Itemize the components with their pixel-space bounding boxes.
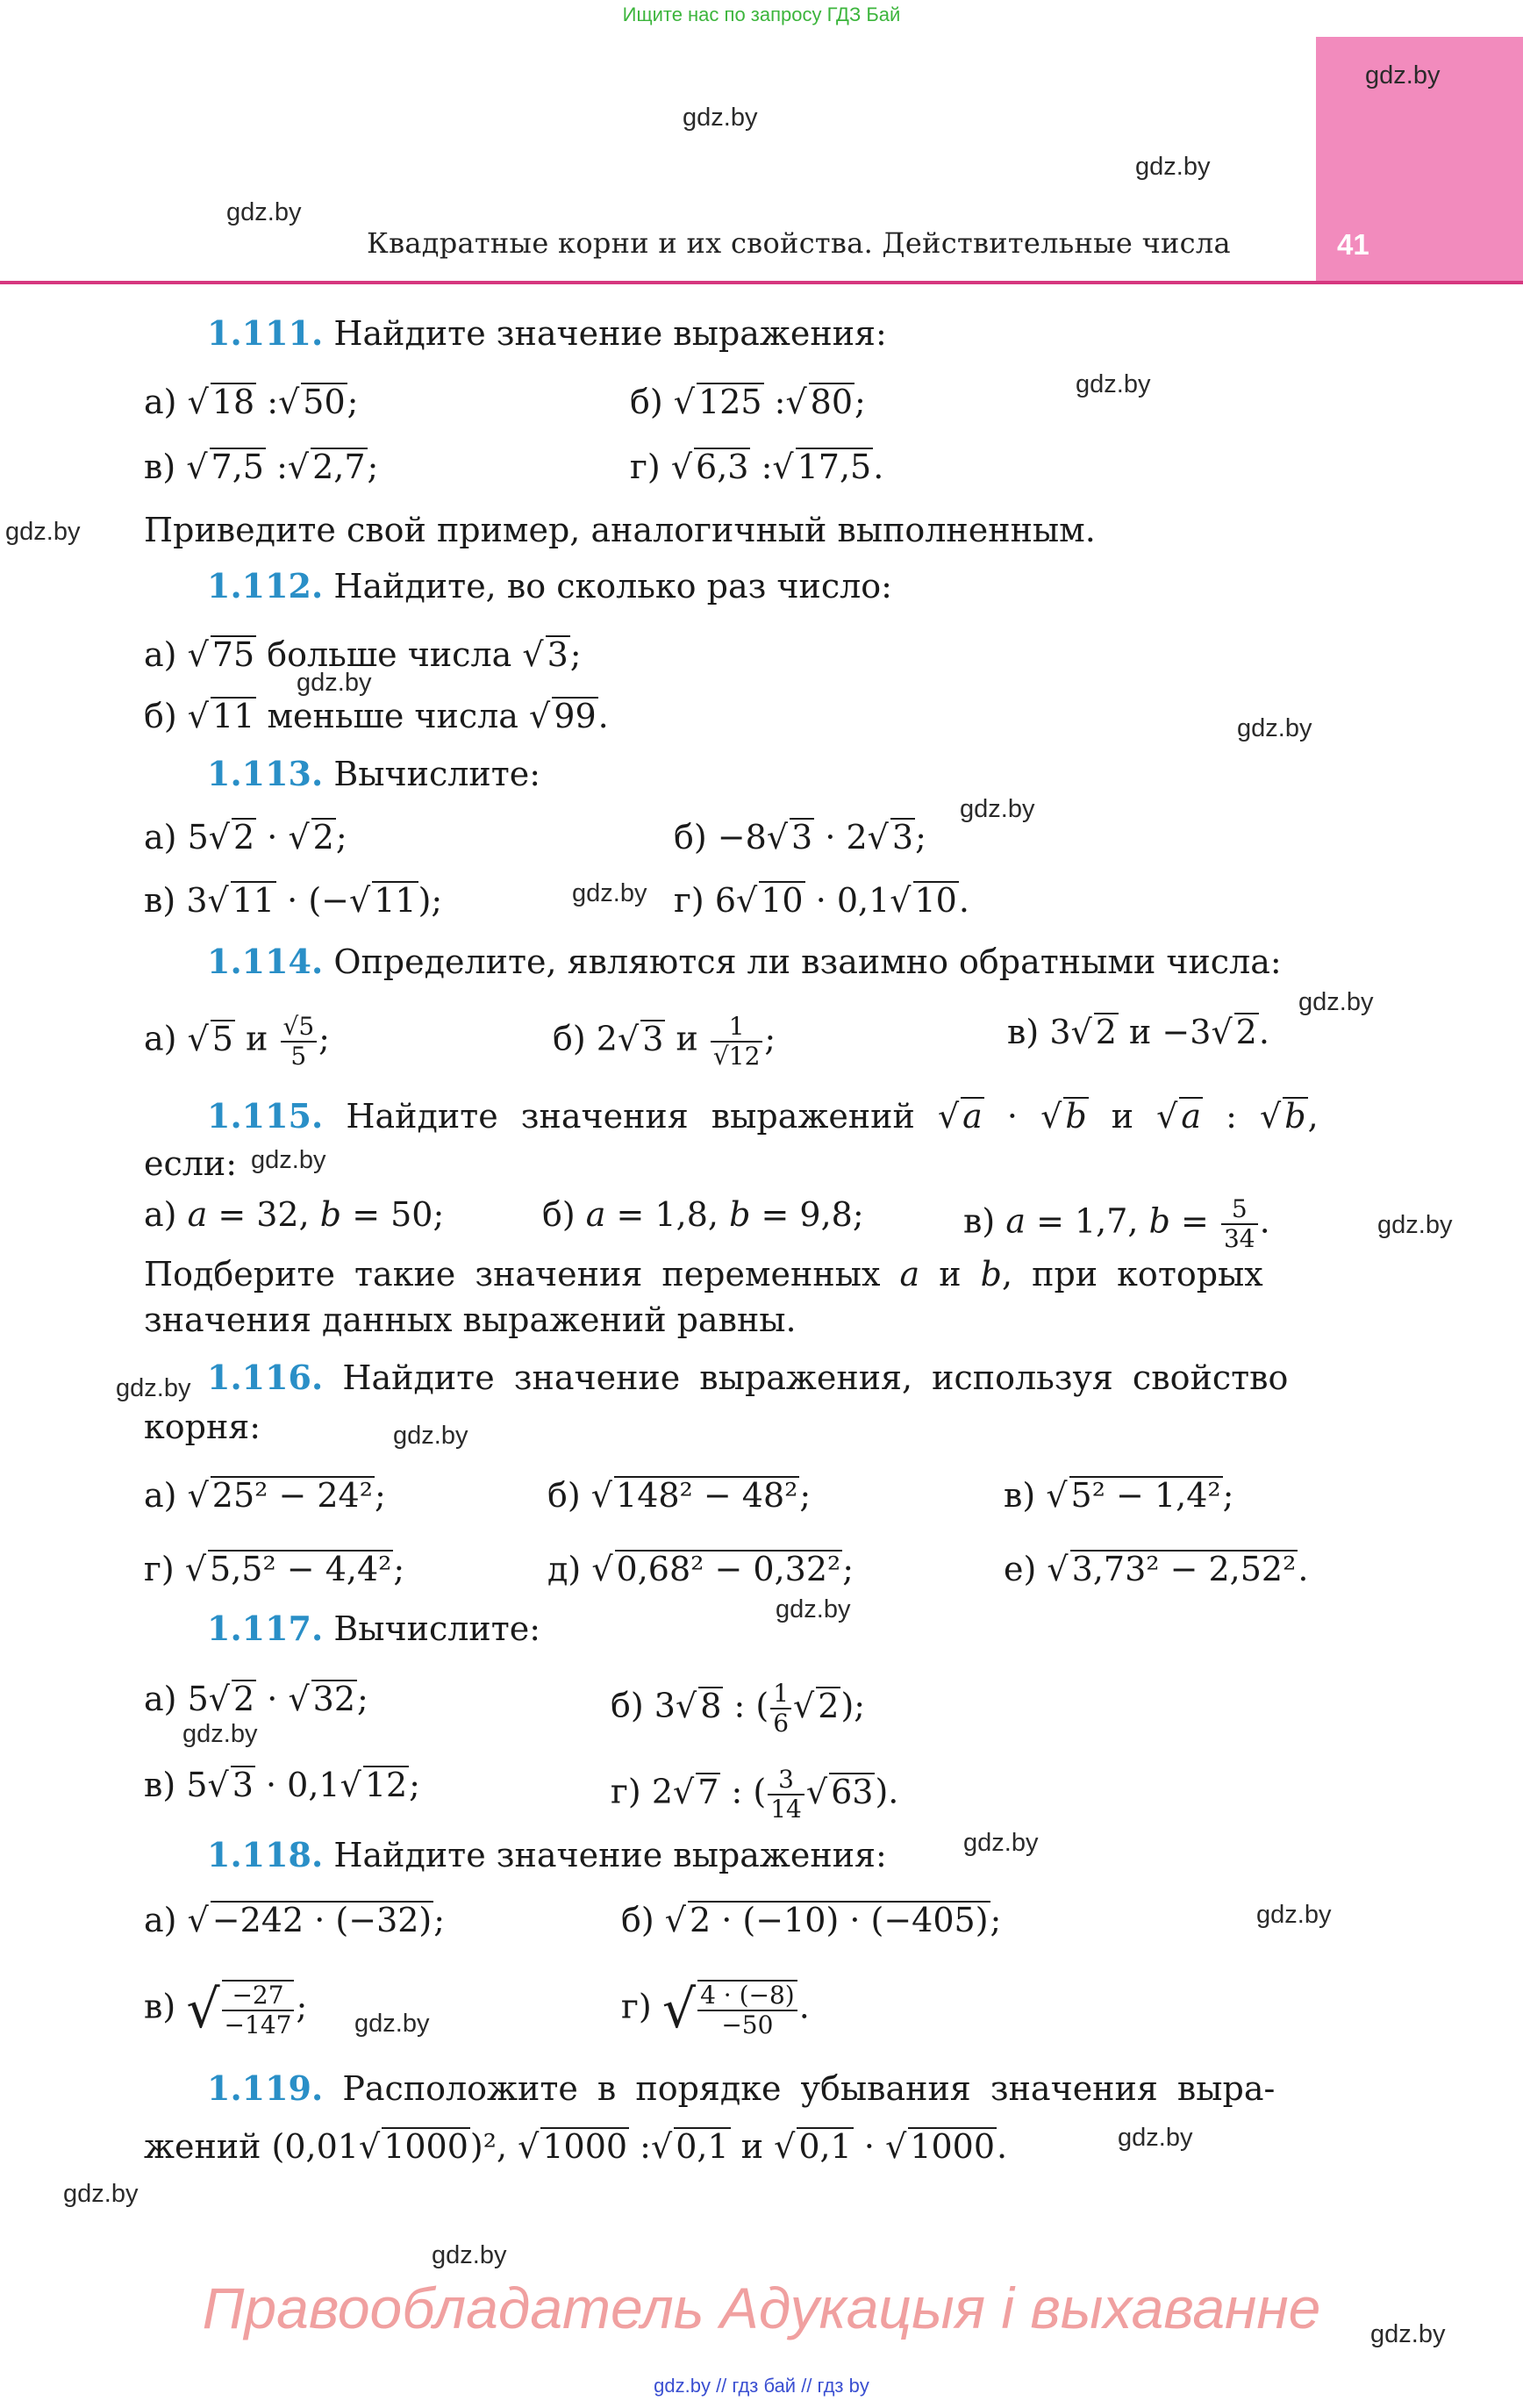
punct: ; xyxy=(990,1901,1002,1939)
sqrt: √ 3 xyxy=(867,818,914,856)
sqrt: √ 2 xyxy=(208,1680,255,1718)
item-label: б) xyxy=(611,1686,644,1725)
coefficient: 2 xyxy=(651,1772,674,1811)
header-rule xyxy=(0,281,1523,284)
sqrt: √ a xyxy=(937,1097,983,1136)
item-label: а) xyxy=(144,1680,177,1718)
watermark: gdz.by xyxy=(960,795,1035,823)
item-label: г) xyxy=(611,1772,641,1811)
watermark: gdz.by xyxy=(354,2010,430,2038)
note-text: , при которых xyxy=(1001,1255,1263,1294)
sqrt: √ 1000 xyxy=(518,2127,628,2166)
page-number: 41 xyxy=(1337,228,1369,261)
variable: b xyxy=(980,1255,1002,1294)
watermark: gdz.by xyxy=(251,1146,326,1174)
watermark: gdz.by xyxy=(1365,61,1441,90)
problem-text: Найдите, во сколько раз число: xyxy=(333,567,892,606)
sqrt: √ 3 xyxy=(522,635,568,674)
problem-1-115-note2: значения данных выражений равны. xyxy=(144,1301,797,1339)
item-label: б) xyxy=(542,1195,576,1234)
item-text: больше числа xyxy=(267,635,512,674)
problem-1-113-heading xyxy=(207,755,540,793)
fraction: $\frac{5}{34}$ xyxy=(1221,1195,1258,1253)
sqrt: √ −242 · (−32) xyxy=(187,1901,433,1939)
coefficient: 5 xyxy=(187,1680,209,1718)
sqrt: √ a xyxy=(1156,1097,1202,1136)
watermark: gdz.by xyxy=(182,1720,258,1748)
problem-1-116-b xyxy=(547,1476,811,1515)
value: = 50; xyxy=(352,1195,445,1234)
fraction: $\frac{-27}{-147}$ xyxy=(222,1980,295,2039)
punct: ; xyxy=(764,1019,776,1058)
value: = 32, xyxy=(218,1195,310,1234)
conjunction: и xyxy=(246,1019,268,1058)
problem-1-118-v: в) √ $\frac{-27}{-147}$ ; xyxy=(144,1979,308,2040)
punct: ; xyxy=(842,1550,854,1588)
problem-1-116-a xyxy=(144,1476,386,1515)
punct: . xyxy=(1298,1550,1309,1588)
item-label: д) xyxy=(547,1550,582,1588)
operator: · 0,1 xyxy=(266,1766,340,1804)
operator: · xyxy=(1006,1097,1018,1136)
item-label: г) xyxy=(630,448,661,486)
punct: ). xyxy=(875,1772,899,1811)
conjunction: и xyxy=(740,2127,764,2166)
problem-1-111-a xyxy=(144,383,358,421)
conjunction: и xyxy=(676,1019,698,1058)
operator: · 2 xyxy=(825,818,868,856)
sqrt: √ 0,1 xyxy=(774,2127,852,2166)
fraction: $\frac{3}{14}$ xyxy=(768,1766,804,1824)
sqrt: √ 2 xyxy=(288,818,334,856)
operator: · (− xyxy=(287,881,349,920)
problem-1-112-heading xyxy=(207,567,892,606)
watermark: gdz.by xyxy=(776,1595,851,1623)
sqrt: √ 63 xyxy=(805,1772,874,1811)
variable: a xyxy=(899,1255,920,1294)
punct: ; xyxy=(296,1987,308,2026)
coefficient: 5 xyxy=(186,1766,208,1804)
item-label: б) xyxy=(553,1019,586,1058)
sqrt: √ 0,1 xyxy=(650,2127,729,2166)
punct: . xyxy=(1259,1201,1270,1241)
item-label: в) xyxy=(144,1766,176,1804)
punct: . xyxy=(798,1987,810,2026)
item-label: г) xyxy=(144,1550,175,1588)
item-label: в) xyxy=(1004,1476,1036,1515)
operator: : ( xyxy=(733,1686,769,1725)
problem-text: Найдите значение выражения: xyxy=(333,314,887,353)
item-label: а) xyxy=(144,1476,177,1515)
note-text: Подберите такие значения переменных xyxy=(144,1255,881,1294)
watermark: gdz.by xyxy=(432,2241,507,2269)
sqrt: √ 2 xyxy=(793,1686,840,1725)
sqrt: √ 0,68² − 0,32² xyxy=(591,1550,841,1588)
copyright-footer: Правообладатель Адукацыя і выхаванне xyxy=(202,2275,1321,2340)
sqrt: √ b xyxy=(1260,1097,1306,1136)
sqrt: √ 2 xyxy=(208,818,255,856)
problem-1-114-a xyxy=(144,1013,330,1071)
operator: · xyxy=(267,818,278,856)
value: = 1,7, xyxy=(1036,1201,1139,1241)
punct: . xyxy=(1258,1013,1269,1051)
problem-1-111-b xyxy=(630,383,866,421)
value: = 1,8, xyxy=(616,1195,719,1234)
item-label: а) xyxy=(144,818,177,856)
sqrt: √ 11 xyxy=(187,697,255,735)
operator: : xyxy=(761,448,773,486)
sqrt: √ 5² − 1,4² xyxy=(1046,1476,1221,1515)
sqrt: √ 12 xyxy=(340,1766,408,1804)
problem-text: Найдите значения выражений xyxy=(346,1097,915,1136)
problem-1-116-e xyxy=(1004,1550,1308,1588)
watermark: gdz.by xyxy=(683,104,758,132)
problem-number: 1.115. xyxy=(207,1096,324,1136)
footer-links[interactable]: gdz.by // гдз бай // гдз by xyxy=(654,2375,869,2397)
problem-number: 1.117. xyxy=(207,1609,324,1648)
sqrt: √ 2 · (−10) · (−405) xyxy=(664,1901,989,1939)
punct: . xyxy=(997,2127,1008,2166)
sqrt: √ 3 xyxy=(617,1019,664,1058)
watermark: gdz.by xyxy=(226,198,302,226)
problem-1-117-heading xyxy=(207,1609,540,1648)
problem-1-116-g xyxy=(144,1550,404,1588)
item-label: а) xyxy=(144,1901,177,1939)
top-notice[interactable]: Ищите нас по запросу ГДЗ Бай xyxy=(622,4,901,25)
item-label: а) xyxy=(144,383,177,421)
problem-1-111-heading xyxy=(207,314,887,353)
punct: ; xyxy=(374,1476,386,1515)
sqrt: √ 11 xyxy=(349,881,417,920)
watermark: gdz.by xyxy=(5,518,81,546)
watermark: gdz.by xyxy=(1298,988,1374,1016)
item-label: в) xyxy=(144,448,176,486)
sqrt: √ 80 xyxy=(785,383,854,421)
punct: ; xyxy=(854,383,866,421)
watermark: gdz.by xyxy=(63,2180,139,2208)
variable: b xyxy=(729,1195,751,1234)
punct: , xyxy=(1307,1097,1319,1136)
problem-1-117-v xyxy=(144,1766,420,1804)
sqrt: √ 18 xyxy=(187,383,255,421)
problem-1-112-a xyxy=(144,635,582,674)
problem-1-115-a xyxy=(144,1195,444,1234)
fraction: $\frac{4 \cdot (-8)}{-50}$ xyxy=(697,1980,797,2039)
variable: b xyxy=(319,1195,342,1234)
problem-number: 1.118. xyxy=(207,1835,324,1874)
problem-text: Найдите значение выражения, используя свойство xyxy=(342,1358,1289,1397)
sqrt: √ 7 xyxy=(673,1772,719,1811)
problem-1-117-b xyxy=(611,1680,865,1738)
punct: ; xyxy=(1222,1476,1234,1515)
punct: ; xyxy=(393,1550,405,1588)
punct: ; xyxy=(915,818,926,856)
sqrt: √ 1000 xyxy=(885,2127,996,2166)
item-label: г) xyxy=(621,1987,652,2026)
problem-text: Расположите в порядке убывания значения выра- xyxy=(342,2069,1276,2108)
conjunction: и xyxy=(1111,1097,1134,1136)
problem-1-118-b xyxy=(621,1901,1001,1939)
fraction: $\frac{1}{√12}$ xyxy=(711,1013,762,1071)
sqrt: √ 25² − 24² xyxy=(187,1476,373,1515)
item-label: б) xyxy=(621,1901,654,1939)
problem-1-113-b xyxy=(674,818,926,856)
watermark: gdz.by xyxy=(1370,2320,1446,2348)
problem-1-115-v xyxy=(963,1195,1270,1253)
sqrt: √ 99 xyxy=(529,697,597,735)
problem-1-113-a xyxy=(144,818,347,856)
sqrt: √ 148² − 48² xyxy=(590,1476,798,1515)
punct: ; xyxy=(347,383,359,421)
problem-number: 1.114. xyxy=(207,942,324,981)
problem-1-114-b xyxy=(553,1013,776,1071)
problem-1-119-expr xyxy=(144,2127,1007,2166)
item-label: б) xyxy=(630,383,663,421)
problem-1-117-a xyxy=(144,1680,368,1718)
problem-text: жений xyxy=(144,2127,261,2166)
problem-1-116-d xyxy=(547,1550,854,1588)
value: = 9,8; xyxy=(761,1195,864,1234)
item-label: а) xyxy=(144,1195,177,1234)
problem-text: Найдите значение выражения: xyxy=(333,1836,887,1874)
operator: · xyxy=(267,1680,278,1718)
sqrt: √ 125 xyxy=(673,383,762,421)
operator: : xyxy=(774,383,786,421)
problem-1-113-v xyxy=(144,881,442,920)
problem-1-115-note xyxy=(144,1255,1263,1294)
sqrt: √ 50 xyxy=(278,383,346,421)
item-label: а) xyxy=(144,635,177,674)
coefficient: −3 xyxy=(1162,1013,1212,1051)
problem-number: 1.119. xyxy=(207,2068,324,2108)
problem-1-114-v xyxy=(1007,1013,1269,1051)
watermark: gdz.by xyxy=(393,1422,468,1450)
sqrt: √ 3 xyxy=(766,818,813,856)
problem-1-111-v xyxy=(144,448,378,486)
running-head: Квадратные корни и их свойства. Действительные числа xyxy=(367,226,1231,260)
fraction: $\frac{1}{6}$ xyxy=(770,1680,791,1738)
fraction: $\frac{√5}{5}$ xyxy=(281,1013,318,1071)
sqrt: √ 32 xyxy=(288,1680,356,1718)
problem-1-117-g xyxy=(611,1766,898,1824)
punct: ; xyxy=(409,1766,420,1804)
sqrt: √ 8 xyxy=(675,1686,722,1725)
sqrt: √ 2,7 xyxy=(287,448,366,486)
conjunction: и xyxy=(939,1255,962,1294)
operator: : ( xyxy=(731,1772,767,1811)
problem-1-112-b xyxy=(144,697,609,735)
item-label: в) xyxy=(1007,1013,1040,1051)
problem-text: Вычислите: xyxy=(333,1609,541,1648)
watermark: gdz.by xyxy=(1118,2124,1193,2152)
watermark: gdz.by xyxy=(1377,1211,1453,1239)
punct: . xyxy=(873,448,884,486)
conjunction: и xyxy=(1129,1013,1152,1051)
watermark: gdz.by xyxy=(963,1829,1039,1857)
punct: ; xyxy=(335,818,347,856)
problem-1-118-g: г) √ $\frac{4 \cdot (-8)}{-50}$ . xyxy=(621,1979,810,2040)
item-label: б) xyxy=(674,818,707,856)
problem-1-116-v xyxy=(1004,1476,1233,1515)
sqrt: √ 17,5 xyxy=(772,448,872,486)
watermark: gdz.by xyxy=(1135,153,1211,181)
sqrt: √ 10 xyxy=(736,881,804,920)
punct: . xyxy=(597,697,609,735)
problem-1-116-text2: корня: xyxy=(144,1408,261,1446)
problem-text: Вычислите: xyxy=(333,755,541,793)
item-label: б) xyxy=(547,1476,581,1515)
watermark: gdz.by xyxy=(572,879,647,907)
punct: ; xyxy=(367,448,379,486)
punct: ; xyxy=(569,635,582,674)
problem-1-118-a xyxy=(144,1901,445,1939)
punct: . xyxy=(958,881,969,920)
coefficient: −8 xyxy=(717,818,767,856)
sqrt: √ 75 xyxy=(187,635,255,674)
sqrt: √ 2 xyxy=(1211,1013,1257,1051)
problem-1-114-heading xyxy=(207,942,1282,981)
operator: · 0,1 xyxy=(815,881,890,920)
problem-1-115-b xyxy=(542,1195,864,1234)
problem-1-111-note: Приведите свой пример, аналогичный выполненным. xyxy=(144,511,1096,549)
problem-1-111-g xyxy=(630,448,883,486)
coefficient: 3 xyxy=(1049,1013,1071,1051)
punct: ); xyxy=(418,881,443,920)
sqrt: √ 3 xyxy=(207,1766,254,1804)
punct: ; xyxy=(318,1019,330,1058)
watermark: gdz.by xyxy=(1237,714,1312,742)
item-label: а) xyxy=(144,1019,177,1058)
sqrt: √ 7,5 xyxy=(186,448,264,486)
problem-1-116-heading xyxy=(207,1358,1288,1397)
item-label: г) xyxy=(674,881,704,920)
item-label: б) xyxy=(144,697,177,735)
operator: : xyxy=(1226,1097,1237,1136)
item-label: в) xyxy=(144,1987,176,2026)
problem-1-115-heading xyxy=(207,1096,1319,1136)
problem-1-119-heading xyxy=(207,2069,1275,2108)
item-label: в) xyxy=(144,881,176,920)
operator: : xyxy=(640,2127,651,2166)
problem-1-115-if: если: xyxy=(144,1144,238,1183)
item-label: в) xyxy=(963,1201,996,1241)
sqrt: √ 6,3 xyxy=(670,448,749,486)
operator: : xyxy=(267,383,279,421)
sqrt: √ 5,5² − 4,4² xyxy=(184,1550,392,1588)
coefficient: 5 xyxy=(187,818,209,856)
variable: a xyxy=(187,1195,208,1234)
sqrt: √ 11 xyxy=(207,881,275,920)
sqrt: √ 3,73² − 2,52² xyxy=(1047,1550,1297,1588)
problem-1-113-g xyxy=(674,881,969,920)
expression: )², xyxy=(469,2127,508,2166)
value: = xyxy=(1181,1201,1209,1241)
problem-number: 1.111. xyxy=(207,313,324,353)
punct: ; xyxy=(433,1901,446,1939)
item-label: е) xyxy=(1004,1550,1037,1588)
variable: a xyxy=(1005,1201,1026,1241)
sqrt: √ 5 xyxy=(187,1019,233,1058)
punct: ; xyxy=(357,1680,368,1718)
watermark: gdz.by xyxy=(1256,1901,1332,1929)
watermark: gdz.by xyxy=(297,669,372,697)
coefficient: 3 xyxy=(186,881,208,920)
problem-number: 1.112. xyxy=(207,566,324,606)
watermark: gdz.by xyxy=(1076,370,1151,398)
operator: · xyxy=(863,2127,875,2166)
problem-number: 1.116. xyxy=(207,1358,324,1397)
variable: b xyxy=(1148,1201,1170,1241)
item-text: меньше числа xyxy=(267,697,518,735)
expression: (0,01 xyxy=(271,2127,359,2166)
problem-1-118-heading xyxy=(207,1836,887,1874)
coefficient: 2 xyxy=(596,1019,618,1058)
sqrt: √ 2 xyxy=(1070,1013,1117,1051)
variable: a xyxy=(585,1195,606,1234)
sqrt: √ 10 xyxy=(890,881,957,920)
punct: ); xyxy=(840,1686,866,1725)
watermark: gdz.by xyxy=(116,1374,191,1402)
problem-text: Определите, являются ли взаимно обратными числа: xyxy=(333,942,1282,981)
sqrt: √ 1000 xyxy=(358,2127,468,2166)
problem-number: 1.113. xyxy=(207,754,324,793)
operator: : xyxy=(276,448,288,486)
coefficient: 6 xyxy=(714,881,737,920)
punct: ; xyxy=(799,1476,812,1515)
sqrt: √ b xyxy=(1040,1097,1087,1136)
coefficient: 3 xyxy=(654,1686,676,1725)
